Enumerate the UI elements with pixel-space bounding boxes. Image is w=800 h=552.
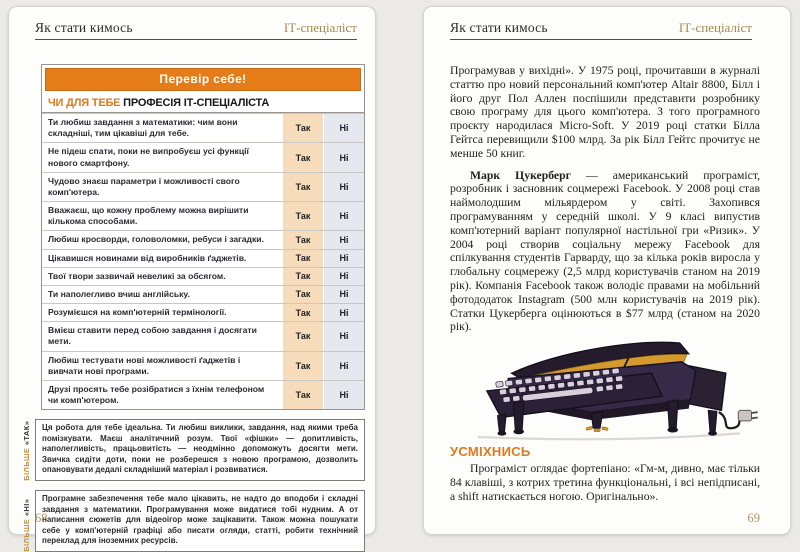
quiz-row (42, 303, 364, 321)
running-head (35, 20, 357, 40)
result-row-more-no (19, 490, 365, 552)
page-number-left: 68 (35, 511, 48, 525)
zuckerberg-name: Марк Цукерберг (470, 168, 571, 182)
quiz-question: Ти любиш завдання з математики: чим вони складніші, тим цікавіші для тебе. (48, 117, 238, 139)
quiz-no-cell: Ні (323, 231, 364, 248)
quiz-row (42, 321, 364, 350)
quiz-yes-cell: Так (282, 352, 323, 380)
right-page (423, 6, 791, 535)
running-head-title: Як стати кимось (35, 20, 133, 35)
quiz-no-cell: Ні (323, 114, 364, 142)
quiz-question: Любиш кросворди, головоломки, ребуси і загадки. (48, 234, 264, 245)
quiz-question: Друзі просять тебе розібратися з їхнім телефоном чи комп'ютером. (48, 383, 265, 406)
quiz-row (42, 351, 364, 380)
page-number-right: 69 (747, 511, 760, 525)
result-label-quote: «НІ» (22, 498, 31, 517)
quiz-row (42, 267, 364, 285)
quiz-yes-cell: Так (282, 286, 323, 303)
quiz-row (42, 380, 364, 409)
quiz-subtitle (42, 94, 364, 113)
quiz-row (42, 285, 364, 303)
quiz-row (42, 142, 364, 171)
quiz-question: Чудово знаєш параметри і можливості свого комп'ютера. (48, 175, 240, 197)
quiz-no-cell: Ні (323, 381, 364, 409)
quiz-row (42, 249, 364, 267)
quiz-banner: Перевір себе! (45, 68, 361, 91)
quiz-yes-cell: Так (282, 231, 323, 248)
result-label-quote: «ТАК» (22, 420, 31, 446)
quiz-subtitle-accent: ЧИ ДЛЯ ТЕБЕ (48, 97, 121, 109)
quiz-no-cell: Ні (323, 286, 364, 303)
result-rotated-label (19, 490, 35, 552)
quiz-yes-cell: Так (282, 268, 323, 285)
quiz-no-cell: Ні (323, 143, 364, 171)
quiz-no-cell: Ні (323, 250, 364, 267)
quiz-question: Вважаєш, що кожну проблему можна вирішити кількома способами. (48, 205, 249, 227)
quiz-row (42, 201, 364, 230)
quiz-question: Цікавишся новинами від виробників ґаджетів. (48, 252, 247, 263)
quiz-question: Розумієшся на комп'ютерній термінології. (48, 307, 227, 318)
result-row-more-yes (19, 419, 365, 481)
quiz-yes-cell: Так (282, 322, 323, 350)
quiz-yes-cell: Так (282, 173, 323, 201)
quiz-yes-cell: Так (282, 304, 323, 321)
result-rotated-label (19, 419, 35, 481)
left-page (8, 6, 376, 552)
quiz-no-cell: Ні (323, 202, 364, 230)
zuckerberg-paragraph (450, 169, 760, 335)
quiz-yes-cell: Так (282, 114, 323, 142)
quiz-row (42, 230, 364, 248)
smile-heading: УСМІХНИСЬ (450, 444, 531, 460)
quiz-subtitle-rest: ПРОФЕСІЯ ІТ-СПЕЦІАЛІСТА (123, 97, 270, 109)
quiz-question: Твої твори зазвичай невеликі за обсягом. (48, 270, 226, 281)
plug-icon (738, 411, 757, 422)
quiz-question: Любиш тестувати нові можливості ґаджетів і вивчати нові програми. (48, 354, 241, 376)
quiz-question: Ти наполегливо вчиш англійську. (48, 288, 190, 299)
bill-gates-paragraph: Програмував у вихідні». У 1975 році, прочитавши в журналі статтю про новий персональний комп'ютер Altair 8800, Білл і його друг Пол Аллен поспішили представити розробнику свою програму для цього комп'ютера. З того програмного проєкту народилася Micro-Soft. У 2019 році статки Білла Гейтса перевищили $100 млрд. За рік Білл Гейтс прочитує не менше 50 книг. (450, 64, 760, 160)
result-label-word: БІЛЬШЕ (22, 518, 31, 552)
quiz-question: Не підеш спати, поки не випробуєш усі функції нового смартфону. (48, 146, 249, 168)
running-head (450, 20, 752, 40)
quiz-no-cell: Ні (323, 173, 364, 201)
quiz-box (41, 64, 365, 410)
quiz-no-cell: Ні (323, 322, 364, 350)
quiz-row (42, 172, 364, 201)
quiz-question: Вмієш ставити перед собою завдання і досягати мети. (48, 325, 257, 347)
quiz-yes-cell: Так (282, 143, 323, 171)
quiz-yes-cell: Так (282, 202, 323, 230)
running-head-section: ІТ-спеціаліст (283, 20, 357, 35)
result-label-word: БІЛЬШЕ (22, 447, 31, 481)
running-head-section: ІТ-спеціаліст (678, 20, 752, 35)
quiz-yes-cell: Так (282, 381, 323, 409)
quiz-no-cell: Ні (323, 352, 364, 380)
results-section (19, 419, 365, 551)
quiz-no-cell: Ні (323, 268, 364, 285)
quiz-yes-cell: Так (282, 250, 323, 267)
result-text-box: Ця робота для тебе ідеальна. Ти любиш виклики, завдання, над якими треба помізкувати. Маєш аналітичний розум. Твої «фішки» — допитливість, наполегливість, працьовитість — неодмінно допоможуть досягти мети. Звичка сидіти доти, поки не розберешся з новою програмою, дозволить опановувати дедалі складніший матеріал і розвиватися. (35, 419, 365, 481)
smile-paragraph: Програміст оглядає фортепіано: «Гм-м, дивно, має тільки 84 клавіші, з котрих третина функціональні, і всі непідписані, а shift натискається ногою. Оригінально». (450, 462, 760, 503)
quiz-row (42, 113, 364, 142)
result-text-box: Програмне забезпечення тебе мало цікавить, не надто до вподоби і складні завдання з математики. Програмування може видатися тобі нудним. А от написання сюжетів для відеоігор може зацікавити. Також можна пошукати себе у комп'ютерній графіці або писати огляди, статті, робити технічний переклад для іноземних ресурсів. (35, 490, 365, 552)
running-head-title: Як стати кимось (450, 20, 548, 35)
zuckerberg-text: — американський програміст, розробник і засновник соцмережі Facebook. У 2008 році став наймолодшим мільярдером у світі. Захопився програмуванням у середній школі. У 9 класі випустив комп'ютерний варіант популярної настільної гри «Ризик». У 2004 році створив соціальну мережу Facebook для спілкування студентів Гарварду, що за кілька років виросла у глобальну соцмережу (2,5 млрд користувачів станом на 2019 рік). Компанія Facebook також володіє правами на мобільний фотододаток Instagram (500 млн користувачів на 2019 рік). Статки Цукерберга оцінюються в $77 млрд (станом на 2020 рік). (450, 168, 760, 334)
quiz-no-cell: Ні (323, 304, 364, 321)
piano-illustration (450, 336, 760, 446)
